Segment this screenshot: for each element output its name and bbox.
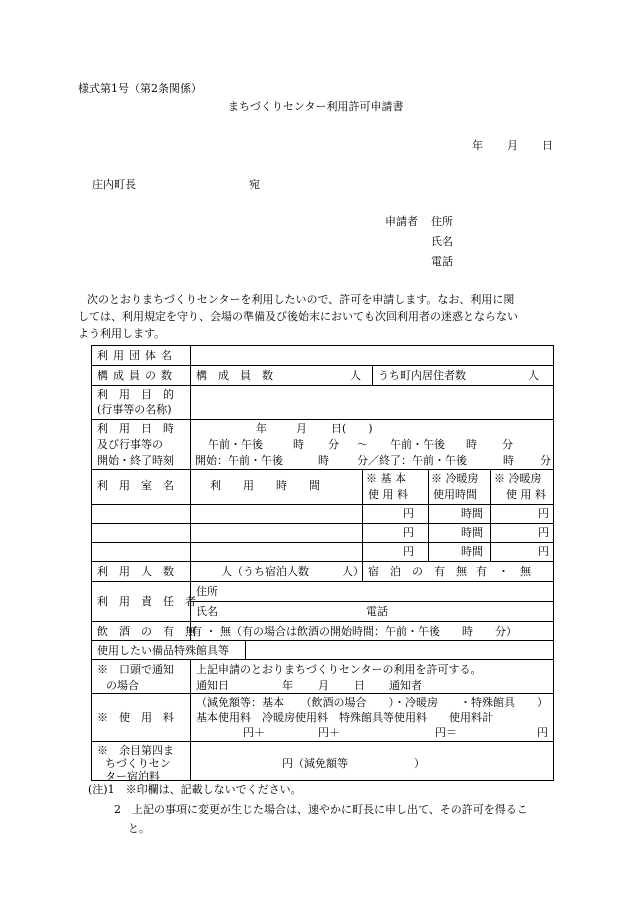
date-year: 年 [472,139,483,152]
fee-headers: 基本使用料 冷暖房使用料 特殊館具等使用料 使用料計 [196,711,493,724]
members-count-label: 構 成 員 数 [196,369,273,382]
intro-line: しては、利用規定を守り、会場の準備及び後始末においても次回利用者の迷惑とならない [78,310,518,323]
purpose-label: 利 用 目 的 [97,388,174,401]
time-label: 利 用 時 間 [210,479,320,492]
notice-text: 上記申請のとおりまちづくりセンターの利用を許可する。 [196,663,482,676]
range-tilde: ～ [357,438,368,451]
applicant-address-label: 住所 [431,215,453,228]
local-residents-label: うち町内居住者数 [378,369,466,382]
members-unit: 人 [350,369,361,382]
row2-heat-yen: 円 [538,526,549,539]
heat-time-header-1: ※ 冷暖房 [431,472,479,485]
notice-date-label: 通知日 [196,679,229,692]
hour-1: 時 [293,438,304,451]
notice-year: 年 [282,679,293,692]
notice-day: 日 [354,679,365,692]
stay-value: 有 ・ 無 [476,565,531,578]
stay-fee-value: 円（減免額等 ） [282,757,425,770]
row2-basic-yen: 円 [403,526,414,539]
ampm-2: 午前・午後 [390,438,445,451]
datetime-label-1: 利 用 日 時 [97,422,174,435]
responsible-label: 利 用 責 任 者 [97,595,196,608]
applicant-phone-label: 電話 [431,255,453,268]
stay-fee-label-1: ※ 余目第四ま [97,744,174,757]
form-number-label: 様式第1号（第2条関係） [78,82,202,95]
heat-fee-header-2: 使 用 料 [506,488,546,501]
note-2-continued: と。 [128,822,150,835]
ampm-1: 午前・午後 [208,438,263,451]
start-min-end-label: 分／終了：午前・午後 [357,454,467,467]
dt-year: 年 [256,422,267,435]
row1-basic-yen: 円 [403,507,414,520]
people-value: 人（うち宿泊人数 人） [221,565,364,578]
stay-label: 宿 泊 の 有 無 [368,565,467,578]
stay-fee-label-2: ちづくりセン [105,757,171,770]
fee-yen-3: 円＝ [435,726,457,739]
start-hour: 時 [318,454,329,467]
min-1: 分 [328,438,339,451]
stay-fee-label-3: ター宿泊料 [105,770,160,783]
fee-yen-1: 円＋ [243,726,265,739]
intro-paragraph [78,291,570,342]
dt-day: 日( ) [331,422,373,435]
fee-reduction: （減免額等：基本 （飲酒の場合 ）・冷暖房 ・特殊館具 ） [196,696,548,709]
purpose-sublabel: (行事等の名称) [97,403,172,416]
members-label: 構成員の数 [97,369,177,382]
row1-hours: 時間 [461,507,483,520]
responsible-address: 住所 [196,585,218,598]
hour-2: 時 [466,438,477,451]
fee-label: ※ 使 用 料 [97,711,174,724]
fee-yen-2: 円＋ [318,726,340,739]
notice-month: 月 [318,679,329,692]
row3-basic-yen: 円 [403,545,414,558]
notice-label-2: の場合 [106,679,139,692]
page-title: まちづくりセンター利用許可申請書 [228,100,404,113]
basic-fee-header-1: ※ 基 本 [366,472,406,485]
addressee-suffix: 宛 [249,178,260,191]
date-month: 月 [507,139,518,152]
date-day: 日 [542,139,553,152]
start-label: 開始：午前・午後 [195,454,283,467]
end-min: 分 [540,454,551,467]
fee-yen-4: 円 [537,726,548,739]
datetime-label-3: 開始・終了時刻 [97,454,174,467]
note-1: (注)1 ※印欄は、記載しないでください。 [88,783,302,796]
heat-fee-header-1: ※ 冷暖房 [494,472,542,485]
row2-hours: 時間 [461,526,483,539]
drink-value: 有 ・ 無（有の場合は飲酒の開始時間：午前・午後 時 分） [191,625,517,638]
drink-label: 飲 酒 の 有 無 [97,625,196,638]
row1-heat-yen: 円 [538,507,549,520]
notifier-label: 通知者 [389,679,422,692]
applicant-label: 申請者 [385,215,418,228]
notice-label-1: ※ 口頭で通知 [97,663,174,676]
intro-line: よう利用します。 [78,327,166,340]
responsible-name: 氏名 [196,605,218,618]
people-label: 利 用 人 数 [97,565,174,578]
basic-fee-header-2: 使 用 料 [368,488,408,501]
applicant-name-label: 氏名 [431,235,453,248]
dt-month: 月 [296,422,307,435]
responsible-phone: 電話 [366,605,388,618]
intro-line: 次のとおりまちづくりセンターを利用したいので、許可を申請します。なお、利用に関 [87,293,515,306]
heat-time-header-2: 使用時間 [433,488,477,501]
addressee: 庄内町長 [92,178,136,191]
note-2: 2 上記の事項に変更が生じた場合は、速やかに町長に申し出て、その許可を得るこ [114,803,528,816]
equipment-label: 使用したい備品特殊館具等 [97,644,229,657]
datetime-label-2: 及び行事等の [97,438,163,451]
room-label: 利 用 室 名 [97,479,174,492]
group-name-label: 利用団体名 [97,349,177,362]
end-hour: 時 [503,454,514,467]
min-2: 分 [502,438,513,451]
row3-hours: 時間 [461,545,483,558]
row3-heat-yen: 円 [538,545,549,558]
local-residents-unit: 人 [528,369,539,382]
